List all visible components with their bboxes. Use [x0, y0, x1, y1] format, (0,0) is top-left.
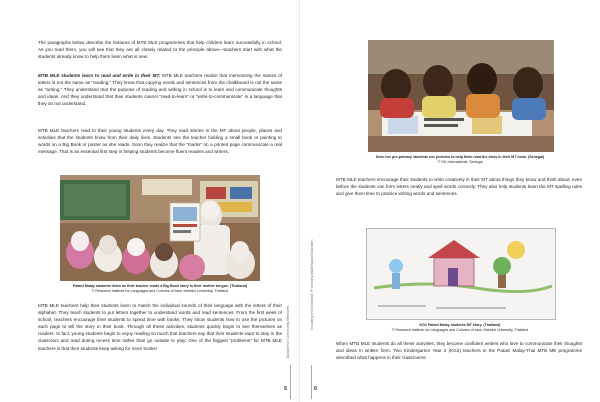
- drawing-caption-credit: © Research Institute for Languages and Cultures of Asia, Mahidol University, Thailand: [391, 327, 529, 332]
- photo-caption: [38, 284, 282, 294]
- drawing-caption: [340, 323, 580, 333]
- drawing-caption-text: KG2 Patani Malay students MT story. (Thailand): [419, 323, 501, 327]
- left-side-title: Booklet for Community Members: [286, 305, 290, 358]
- students-photo-caption-text: Seen her pre-primary students use pictures to help them read the story in their MT book. (Senegal): [375, 155, 545, 159]
- when-students-paragraph: When MTB MLE students do all these activities, they become confident writers who love to communicate their thoughts and ideas in written form. Two Kindergarten Year 2 (KG2) teachers in the Patani Malay-Thai MTB ME programme described what happens in their classrooms:: [336, 341, 582, 361]
- help-students-paragraph: MTB MLE teachers help their students learn to match the individual sounds of their language with the letters of their alphabet. They teach students to put letters together to understand words and read sentences. From the first week of school, teachers encourage their students to spend time with books. They show students how to use the pictures on each page to tell the story in their book. Through all these activities, students quickly begin to see themselves as readers. In fact, young students begin to enjoy reading so much that teachers say that their students want to stay in the classroom and read during recess time rather than go outside to play. One of the biggest “problems” for MTB MLE teachers is that their students keep asking for more books!: [38, 303, 282, 351]
- right-page-bar: [311, 365, 312, 399]
- intro-paragraph: The paragraphs below describe the features of MTB MLE programmes that help children learn successfully in school. As you read them, you will see that they are all closely related to the principle above—teachers start with what the students already know to help them learn what is new.: [38, 40, 282, 60]
- photo-caption-text: Patani Malay students listen as their teacher reads a Big Book story in their mother tongue. (Thailand): [72, 284, 248, 288]
- encourage-paragraph: MTB MLE teachers encourage their students to write creatively in their MT about things they know and think about, even before the students can form letters neatly and spell words correctly. They also help students learn the MT spelling rules and give them time to practice writing words and sentences.: [336, 177, 582, 197]
- left-page-number: 5: [284, 386, 287, 392]
- teachers-read-paragraph: MTB MLE teachers read to their young students every day. They read stories in the MT about people, places and activities that the students know from their daily lives. Students see the teacher holding a small book or pointing to words on a Big Book or poster as she reads. Soon they realize that the “marks” on a printed page communicate a real message. That is an essential first step in helping students become fluent readers and writers.: [38, 128, 282, 155]
- mtb-body: MTB MLE teachers realize that memorizing the names of letters is not the same as “reading.” They know that copying words and sentences from the chalkboard is not the same as “writing.” They understand that the purpose of reading and writing in school is to learn and communicate thoughts and ideas. And they understand that their students cannot “read-to-learn” or “write-to-communicate” in a language that they do not understand.: [38, 73, 282, 107]
- left-page-bar: [290, 365, 291, 399]
- students-photo-caption-credit: © SIL International, Senegal: [437, 159, 483, 164]
- mtb-heading: MTB MLE students learn to read and write in their MT.: [38, 73, 161, 78]
- photo-caption-credit: © Research Institute for Languages and Cultures of Asia, Mahidol University, Thailand: [91, 288, 229, 293]
- students-reading-photo: [368, 40, 554, 152]
- classroom-photo: [60, 175, 260, 281]
- right-page: [300, 0, 600, 402]
- right-side-title: Including the Excluded: Promoting Multilingual Education: [310, 239, 314, 330]
- right-page-number: 6: [314, 386, 317, 392]
- mtb-paragraph: [38, 72, 282, 107]
- students-photo-caption: [340, 155, 580, 165]
- student-drawing-photo: [366, 228, 556, 320]
